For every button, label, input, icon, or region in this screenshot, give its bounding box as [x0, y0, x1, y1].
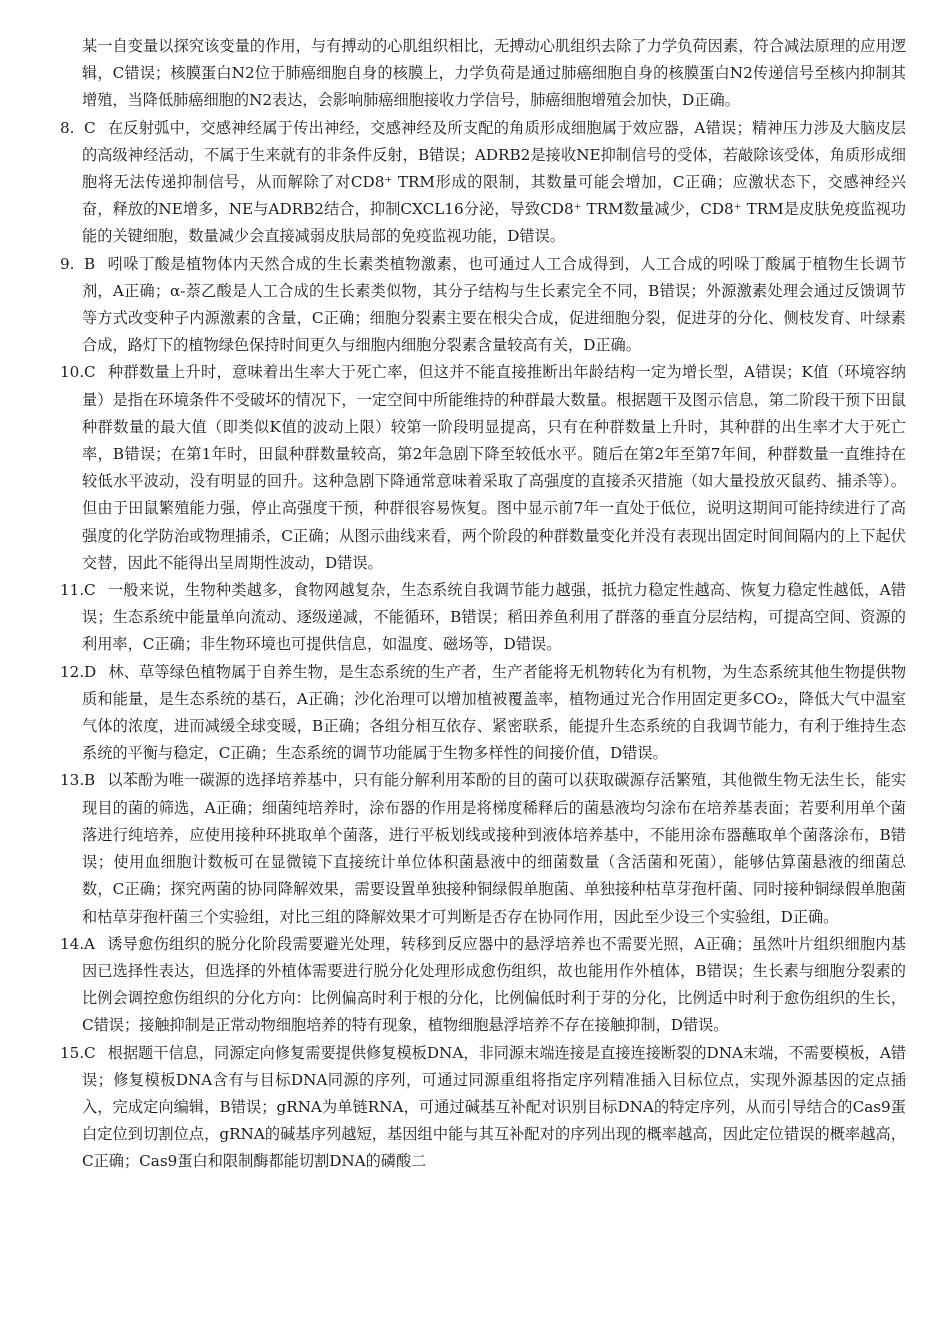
answer-letter: A	[84, 934, 95, 953]
answer-letter: B	[84, 254, 96, 273]
question-number: 9.	[60, 254, 75, 273]
answer-letter: C	[84, 363, 96, 382]
intro-paragraph: 某一自变量以探究该变量的作用，与有搏动的心肌组织相比，无搏动心肌组织去除了力学负荷因素，符合减法原理的应用逻辑，C错误；核膜蛋白N2位于肺癌细胞自身的核膜上，力学负荷是通过肺癌细胞自身的核膜蛋白N2传递信号至核内抑制其增殖，当降低肺癌细胞的N2表达，会影响肺癌细胞接收力学信号，肺癌细胞增殖会加快，D正确。	[82, 37, 906, 110]
question-number: 10.	[60, 363, 85, 382]
explanation-text: 诱导愈伤组织的脱分化阶段需要避光处理，转移到反应器中的悬浮培养也不需要光照，A正确；虽然叶片组织细胞内基因已选择性表达，但选择的外植体需要进行脱分化处理形成愈伤组织，故也能用作外植体，B错误；生长素与细胞分裂素的比例会调控愈伤组织的分化方向：比例偏高时利于根的分化，比例偏低时利于芽的分化，比例适中时利于愈伤组织的生长，C错误；接触抑制是正常动物细胞培养的特有现象，植物细胞悬浮培养不存在接触抑制，D错误。	[82, 934, 906, 1035]
question-number: 11.	[60, 581, 85, 600]
question-number: 12.	[60, 662, 85, 681]
answer-item	[60, 931, 906, 1040]
question-number: 14.	[60, 934, 85, 953]
answer-item	[60, 115, 906, 251]
answer-item	[60, 251, 906, 360]
answer-list	[60, 115, 906, 1176]
explanation-text: 种群数量上升时，意味着出生率大于死亡率，但这并不能直接推断出年龄结构一定为增长型，A错误；K值（环境容纳量）是指在环境条件不受破坏的情况下，一定空间中所能维持的种群最大数量。根据题干及图示信息，第二阶段干预下田鼠种群数量的最大值（即类似K值的波动上限）较第一阶段明显提高，只有在种群数量上升时，其种群的出生率才大于死亡率，B错误；在第1年时，田鼠种群数量较高，第2年急剧下降至较低水平。随后在第2年至第7年间，种群数量一直维持在较低水平波动，没有明显的回升。这种急剧下降通常意味着采取了高强度的直接杀灭措施（如大量投放灭鼠药、捕杀等）。但由于田鼠繁殖能力强，停止高强度干预，种群很容易恢复。图中显示前7年一直处于低位，说明这期间可能持续进行了高强度的化学防治或物理捕杀，C正确；从图示曲线来看，两个阶段的种群数量变化并没有表现出固定时间间隔内的上下起伏交替，因此不能得出呈周期性波动，D错误。	[82, 363, 906, 572]
answer-item	[60, 577, 906, 659]
answer-letter: B	[84, 771, 96, 790]
explanation-text: 林、草等绿色植物属于自养生物，是生态系统的生产者，生产者能将无机物转化为有机物，为生态系统其他生物提供物质和能量，是生态系统的基石，A正确；沙化治理可以增加植被覆盖率，植物通过光合作用固定更多CO₂，降低大气中温室气体的浓度，进而减缓全球变暖，B正确；各组分相互依存、紧密联系，能提升生态系统的自我调节能力，有利于维持生态系统的平衡与稳定，C正确；生态系统的调节功能属于生物多样性的间接价值，D错误。	[82, 662, 906, 763]
explanation-text: 在反射弧中，交感神经属于传出神经，交感神经及所支配的角质形成细胞属于效应器，A错误；精神压力涉及大脑皮层的高级神经活动，不属于生来就有的非条件反射，B错误；ADRB2是接收NE抑制信号的受体，若敲除该受体，角质形成细胞将无法传递抑制信号，从而解除了对CD8⁺ TRM形成的限制，其数量可能会增加，C正确；应激状态下，交感神经兴奋，释放的NE增多，NE与ADRB2结合，抑制CXCL16分泌，导致CD8⁺ TRM数量减少，CD8⁺ TRM是皮肤免疫监视功能的关键细胞，数量减少会直接减弱皮肤局部的免疫监视功能，D错误。	[82, 118, 906, 246]
answer-item	[60, 659, 906, 768]
answer-item	[60, 767, 906, 930]
answer-letter: C	[84, 581, 96, 600]
explanation-text: 以苯酚为唯一碳源的选择培养基中，只有能分解利用苯酚的目的菌可以获取碳源存活繁殖，其他微生物无法生长，能实现目的菌的筛选，A正确；细菌纯培养时，涂布器的作用是将梯度稀释后的菌悬液均匀涂布在培养基表面；若要利用单个菌落进行纯培养，应使用接种环挑取单个菌落，进行平板划线或接种到液体培养基中，不能用涂布器蘸取单个菌落涂布，B错误；使用血细胞计数板可在显微镜下直接统计单位体积菌悬液中的细菌数量（含活菌和死菌），能够估算菌悬液的细菌总数，C正确；探究两菌的协同降解效果，需要设置单独接种铜绿假单胞菌、单独接种枯草芽孢杆菌、同时接种铜绿假单胞菌和枯草芽孢杆菌三个实验组，对比三组的降解效果才可判断是否存在协同作用，因此至少设三个实验组，D正确。	[82, 771, 906, 926]
answer-letter: C	[84, 1043, 96, 1062]
explanation-text: 吲哚丁酸是植物体内天然合成的生长素类植物激素，也可通过人工合成得到，人工合成的吲哚丁酸属于植物生长调节剂，A正确；α-萘乙酸是人工合成的生长素类似物，其分子结构与生长素完全不同，B错误；外源激素处理会通过反馈调节等方式改变种子内源激素的含量，C正确；细胞分裂素主要在根尖合成，促进细胞分裂，促进芽的分化、侧枝发育、叶绿素合成，路灯下的植物绿色保持时间更久与细胞内细胞分裂素含量较高有关，D正确。	[82, 254, 906, 355]
answer-letter: D	[84, 662, 97, 681]
answer-item	[60, 1040, 906, 1176]
answer-item	[60, 359, 906, 577]
question-number: 8.	[60, 118, 75, 137]
question-number: 13.	[60, 771, 85, 790]
explanation-text: 根据题干信息，同源定向修复需要提供修复模板DNA，非同源末端连接是直接连接断裂的DNA末端，不需要模板，A错误；修复模板DNA含有与目标DNA同源的序列，可通过同源重组将指定序列精准插入目标位点，实现外源基因的定点插入，完成定向编辑，B错误；gRNA为单链RNA，可通过碱基互补配对识别目标DNA的特定序列，从而引导结合的Cas9蛋白定位到切割位点，gRNA的碱基序列越短，基因组中能与其互补配对的序列出现的概率越高，因此定位错误的概率越高，C正确；Cas9蛋白和限制酶都能切割DNA的磷酸二	[82, 1043, 906, 1171]
explanation-text: 一般来说，生物种类越多，食物网越复杂，生态系统自我调节能力越强，抵抗力稳定性越高、恢复力稳定性越低，A错误；生态系统中能量单向流动、逐级递减，不能循环，B错误；稻田养鱼利用了群落的垂直分层结构，可提高空间、资源的利用率，C正确；非生物环境也可提供信息，如温度、磁场等，D错误。	[82, 581, 906, 654]
question-number: 15.	[60, 1043, 85, 1062]
answer-letter: C	[84, 118, 96, 137]
